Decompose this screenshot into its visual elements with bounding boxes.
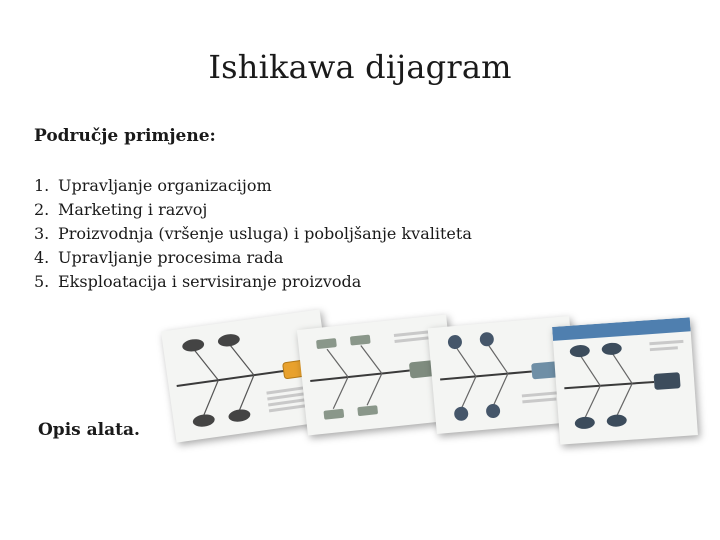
tool-description-label: Opis alata. bbox=[38, 420, 140, 440]
slide-title: Ishikawa dijagram bbox=[208, 48, 512, 86]
list-item-text: Eksploatacija i servisiranje proizvoda bbox=[58, 272, 362, 291]
list-item-number: 3. bbox=[34, 224, 50, 243]
list-item bbox=[34, 198, 472, 222]
list-item-number: 5. bbox=[34, 272, 50, 291]
list-item bbox=[34, 222, 472, 246]
list-item bbox=[34, 174, 472, 198]
list-item-number: 2. bbox=[34, 200, 50, 219]
application-list bbox=[34, 174, 472, 294]
list-item-text: Upravljanje procesima rada bbox=[58, 248, 284, 267]
list-item-text: Marketing i razvoj bbox=[58, 200, 208, 219]
list-item bbox=[34, 246, 472, 270]
slide-subtitle: Područje primjene: bbox=[34, 126, 216, 146]
list-item bbox=[34, 270, 472, 294]
fishbone-thumbnail-4 bbox=[552, 317, 698, 444]
list-item-number: 4. bbox=[34, 248, 50, 267]
list-item-number: 1. bbox=[34, 176, 50, 195]
list-item-text: Proizvodnja (vršenje usluga) i poboljšanje kvaliteta bbox=[58, 224, 472, 243]
list-item-text: Upravljanje organizacijom bbox=[58, 176, 272, 195]
